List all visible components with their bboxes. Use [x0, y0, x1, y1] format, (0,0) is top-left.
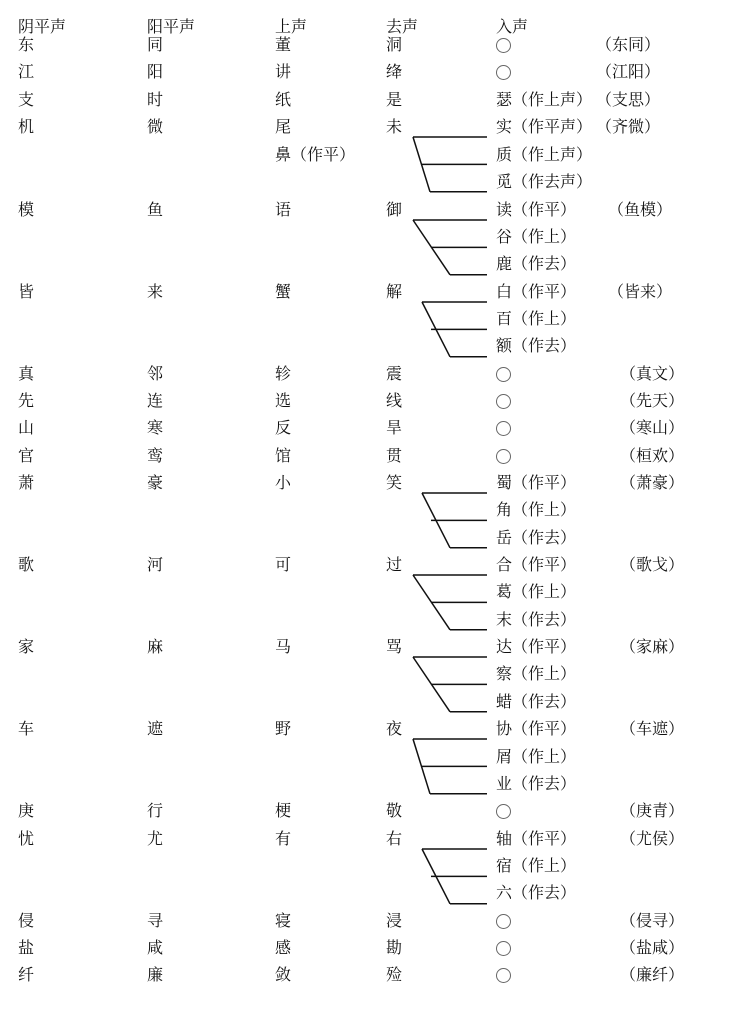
column-header: 入声: [496, 17, 529, 36]
rhyme-group-label: （家麻）: [620, 637, 685, 656]
qu-char: 笑: [386, 473, 403, 492]
yinping-char: 支: [18, 90, 35, 109]
shang-char: 感: [275, 938, 292, 957]
yangping-char: 寻: [147, 911, 164, 930]
qu-char: 贯: [386, 446, 403, 465]
column-header: 阳平声: [147, 17, 196, 36]
shang-char: 轸: [275, 364, 292, 383]
rusheng-char: 屑（作上）: [496, 747, 577, 766]
qu-char: 震: [386, 364, 403, 383]
rhyme-group-label: （廉纤）: [620, 965, 685, 984]
yinping-char: 山: [18, 418, 35, 437]
shang-char: 马: [275, 637, 292, 656]
yinping-char: 先: [18, 391, 35, 410]
rhyme-group-label: （真文）: [620, 364, 685, 383]
shang-char: 选: [275, 391, 292, 410]
rusheng-char: 质（作上声）: [496, 145, 593, 164]
column-header: 上声: [275, 17, 308, 36]
shang-char: 尾: [275, 117, 292, 136]
rusheng-char: 蜀（作平）: [496, 473, 577, 492]
qu-char: 殓: [386, 965, 403, 984]
rusheng-char: 葛（作上）: [496, 582, 577, 601]
yangping-char: 来: [147, 282, 164, 301]
rusheng-char: 察（作上）: [496, 664, 577, 683]
qu-char: 右: [386, 829, 403, 848]
shang-char: 蟹: [275, 282, 292, 301]
qu-char: 夜: [386, 719, 403, 738]
column-header: 去声: [386, 17, 419, 36]
rusheng-char: 实（作平声）: [496, 117, 593, 136]
rusheng-char: 业（作去）: [496, 774, 577, 793]
rusheng-char: 末（作去）: [496, 610, 577, 629]
yangping-char: 咸: [147, 938, 164, 957]
rhyme-group-label: （萧豪）: [620, 473, 685, 492]
shang-char: 纸: [275, 90, 292, 109]
yangping-char: 鸾: [147, 446, 164, 465]
rhyme-group-label: （皆来）: [608, 282, 673, 301]
rusheng-char: 谷（作上）: [496, 227, 577, 246]
yangping-char: 廉: [147, 965, 164, 984]
qu-char: 浸: [386, 911, 403, 930]
rhyme-group-label: （江阳）: [596, 62, 661, 81]
yinping-char: 官: [18, 446, 35, 465]
yinping-char: 皆: [18, 282, 35, 301]
rusheng-char: 鹿（作去）: [496, 254, 577, 273]
rusheng-char: 轴（作平）: [496, 829, 577, 848]
rhyme-group-label: （鱼模）: [608, 200, 673, 219]
rhyme-group-label: （东同）: [596, 35, 661, 54]
rhyme-group-label: （寒山）: [620, 418, 685, 437]
yangping-char: 寒: [147, 418, 164, 437]
yinping-char: 江: [18, 62, 35, 81]
yangping-char: 豪: [147, 473, 164, 492]
rhyme-group-label: （歌戈）: [620, 555, 685, 574]
rusheng-char: 岳（作去）: [496, 528, 577, 547]
rusheng-char: 六（作去）: [496, 883, 577, 902]
rhyme-group-label: （支思）: [596, 90, 661, 109]
rusheng-char: 瑟（作上声）: [496, 90, 593, 109]
rusheng-char: 合（作平）: [496, 555, 577, 574]
rusheng-char: 协（作平）: [496, 719, 577, 738]
rhyme-group-label: （侵寻）: [620, 911, 685, 930]
rusheng-char: 达（作平）: [496, 637, 577, 656]
yinping-char: 真: [18, 364, 35, 383]
rusheng-char: 角（作上）: [496, 500, 577, 519]
yinping-char: 侵: [18, 911, 35, 930]
shang-char: 语: [275, 200, 292, 219]
rhyme-group-label: （先天）: [620, 391, 685, 410]
yangping-char: 行: [147, 801, 164, 820]
qu-char: 是: [386, 90, 403, 109]
qu-char: 骂: [386, 637, 403, 656]
yangping-char: 连: [147, 391, 164, 410]
qu-char: 敬: [386, 801, 403, 820]
shang-char: 小: [275, 473, 292, 492]
qu-char: 过: [386, 555, 403, 574]
shang-char: 鼻（作平）: [275, 145, 356, 164]
shang-char: 有: [275, 829, 292, 848]
yinping-char: 庚: [18, 801, 35, 820]
shang-char: 董: [275, 35, 292, 54]
rusheng-char: 额（作去）: [496, 336, 577, 355]
yinping-char: 歌: [18, 555, 35, 574]
yangping-char: 阳: [147, 62, 164, 81]
yinping-char: 模: [18, 200, 35, 219]
shang-char: 敛: [275, 965, 292, 984]
rhyme-group-label: （桓欢）: [620, 446, 685, 465]
qu-char: 勘: [386, 938, 403, 957]
qu-char: 解: [386, 282, 403, 301]
yinping-char: 纤: [18, 965, 35, 984]
shang-char: 反: [275, 418, 292, 437]
column-header: 阴平声: [18, 17, 67, 36]
yinping-char: 家: [18, 637, 35, 656]
yinping-char: 机: [18, 117, 35, 136]
yangping-char: 遮: [147, 719, 164, 738]
rusheng-char: 百（作上）: [496, 309, 577, 328]
qu-char: 未: [386, 117, 403, 136]
yinping-char: 盐: [18, 938, 35, 957]
rhyme-group-label: （齐微）: [596, 117, 661, 136]
yangping-char: 微: [147, 117, 164, 136]
qu-char: 御: [386, 200, 403, 219]
shang-char: 野: [275, 719, 292, 738]
yangping-char: 尤: [147, 829, 164, 848]
shang-char: 馆: [275, 446, 292, 465]
yinping-char: 萧: [18, 473, 35, 492]
qu-char: 线: [386, 391, 403, 410]
shang-char: 讲: [275, 62, 292, 81]
rusheng-char: 觅（作去声）: [496, 172, 593, 191]
rusheng-char: 宿（作上）: [496, 856, 577, 875]
shang-char: 梗: [275, 801, 292, 820]
rhyme-group-label: （盐咸）: [620, 938, 685, 957]
rhyme-group-label: （庚青）: [620, 801, 685, 820]
qu-char: 旱: [386, 418, 403, 437]
rusheng-char: 蜡（作去）: [496, 692, 577, 711]
yinping-char: 东: [18, 35, 35, 54]
yinping-char: 忧: [18, 829, 35, 848]
qu-char: 绛: [386, 62, 403, 81]
yangping-char: 同: [147, 35, 164, 54]
shang-char: 寝: [275, 911, 292, 930]
shang-char: 可: [275, 555, 292, 574]
yinping-char: 车: [18, 719, 35, 738]
rusheng-char: 白（作平）: [496, 282, 577, 301]
yangping-char: 麻: [147, 637, 164, 656]
rusheng-char: 读（作平）: [496, 200, 577, 219]
yangping-char: 时: [147, 90, 164, 109]
rhyme-group-label: （尤侯）: [620, 829, 685, 848]
yangping-char: 河: [147, 555, 164, 574]
qu-char: 洞: [386, 35, 403, 54]
yangping-char: 邻: [147, 364, 164, 383]
yangping-char: 鱼: [147, 200, 164, 219]
rhyme-group-label: （车遮）: [620, 719, 685, 738]
